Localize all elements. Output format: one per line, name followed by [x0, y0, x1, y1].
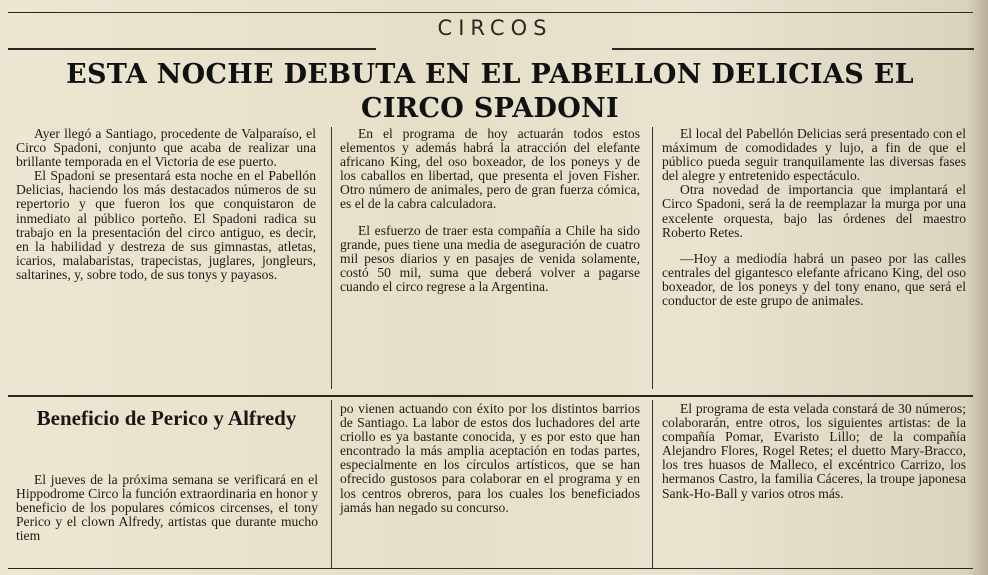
article1-paragraph: El esfuerzo de traer esta compañía a Chile ha sido grande, pues tiene una media de aseguración de cuatro mil pesos diarios y en pasajes de venida solamente, costó 50 mil, suma que deberá volver a pagarse cuando el circo regrese a la Argentina.	[340, 222, 640, 294]
column-divider	[331, 400, 332, 568]
article2-column-1	[16, 473, 318, 543]
article1-paragraph: —Hoy a mediodía habrá un paseo por las calles centrales del gigantesco elefante africano King, del oso boxeador, de los poneys y del tony enano, que será el conductor de este grupo de animales.	[662, 250, 966, 309]
article1-column-1	[16, 127, 316, 282]
article1-paragraph: En el programa de hoy actuarán todos estos elementos y además habrá la atracción del elefante africano King, del oso boxeador, de los poneys y de los caballos en libertad, que presenta el joven Fisher. Otro número de animales, pero de gran fuerza cómica, es el de la cabra calculadora.	[340, 126, 640, 212]
column-divider	[652, 400, 653, 568]
article2-column-3	[662, 402, 966, 501]
headline: ESTA NOCHE DEBUTA EN EL PABELLON DELICIAS EL CIRCO SPADONI	[66, 59, 914, 124]
article1-paragraph: Ayer llegó a Santiago, procedente de Valparaíso, el Circo Spadoni, conjunto que acaba de realizar una brillante temporada en el Victoria de ese puerto.	[16, 126, 316, 170]
article2-paragraph: El programa de esta velada constará de 30 números; colaborarán, entre otros, los siguientes artistas: de la compañía Pomar, Evaristo Lillo; de la compañía Alejandro Flores, Rogel Retes; el duetto Mary-Bracco, los tres huasos de Malleco, el excéntrico Carrizo, los hermanos Castro, la familia Cáceres, la troupe japonesa Sank-Ho-Ball y varios otros más.	[662, 401, 966, 501]
top-rule	[8, 12, 973, 13]
article1-column-3	[662, 127, 966, 308]
section-title: CIRCOS	[437, 16, 553, 40]
column-divider	[652, 127, 653, 389]
article1-paragraph: Otra novedad de importancia que implantará el Circo Spadoni, será la de reemplazar la murga por una excelente orquesta, bajo las órdenes del maestro Roberto Retes.	[662, 182, 966, 240]
article2-title: Beneficio de Perico y Alfredy	[36, 406, 297, 430]
article1-column-2	[340, 127, 640, 294]
section-rule-left	[8, 48, 376, 50]
column-divider	[331, 127, 332, 389]
article1-paragraph: El Spadoni se presentará esta noche en el Pabellón Delicias, haciendo los más destacados números de su repertorio y que fueron los que conquistaron de inmediato al público porteño. El Spadoni radica su trabajo en la presentación del circo antiguo, es decir, en la habilidad y destreza de sus gimnastas, atletas, icarios, malabaristas, trapecistas, juglares, jongleurs, saltarines, y, sobre todo, de sus tonys y payasos.	[16, 168, 316, 282]
article2-paragraph: po vienen actuando con éxito por los distintos barrios de Santiago. La labor de estos dos luchadores del arte criollo es ya bastante conocida, y es por esto que han encontrado la más amplia aceptación en todas partes, especialmente en los círculos artísticos, que se han ofrecido gustosos para colaborar en el programa y en los centros obreros, para los cuales los beneficiados jamás han negado su concurso.	[340, 401, 640, 515]
article2-paragraph: El jueves de la próxima semana se verificará en el Hippodrome Circo la función extraordinaria en honor y beneficio de los populares cómicos circenses, el tony Perico y el clown Alfredy, artistas que durante mucho tiem	[16, 472, 318, 544]
article1-paragraph: El local del Pabellón Delicias será presentado con el máximum de comodidades y lujo, a fin de que el público pueda seguir tranquilamente las diversas fases del alegre y entretenido espectáculo.	[662, 126, 966, 184]
bottom-rule	[8, 568, 973, 569]
section-rule-right	[612, 48, 974, 50]
article2-column-2	[340, 402, 640, 515]
article-separator	[8, 395, 973, 397]
